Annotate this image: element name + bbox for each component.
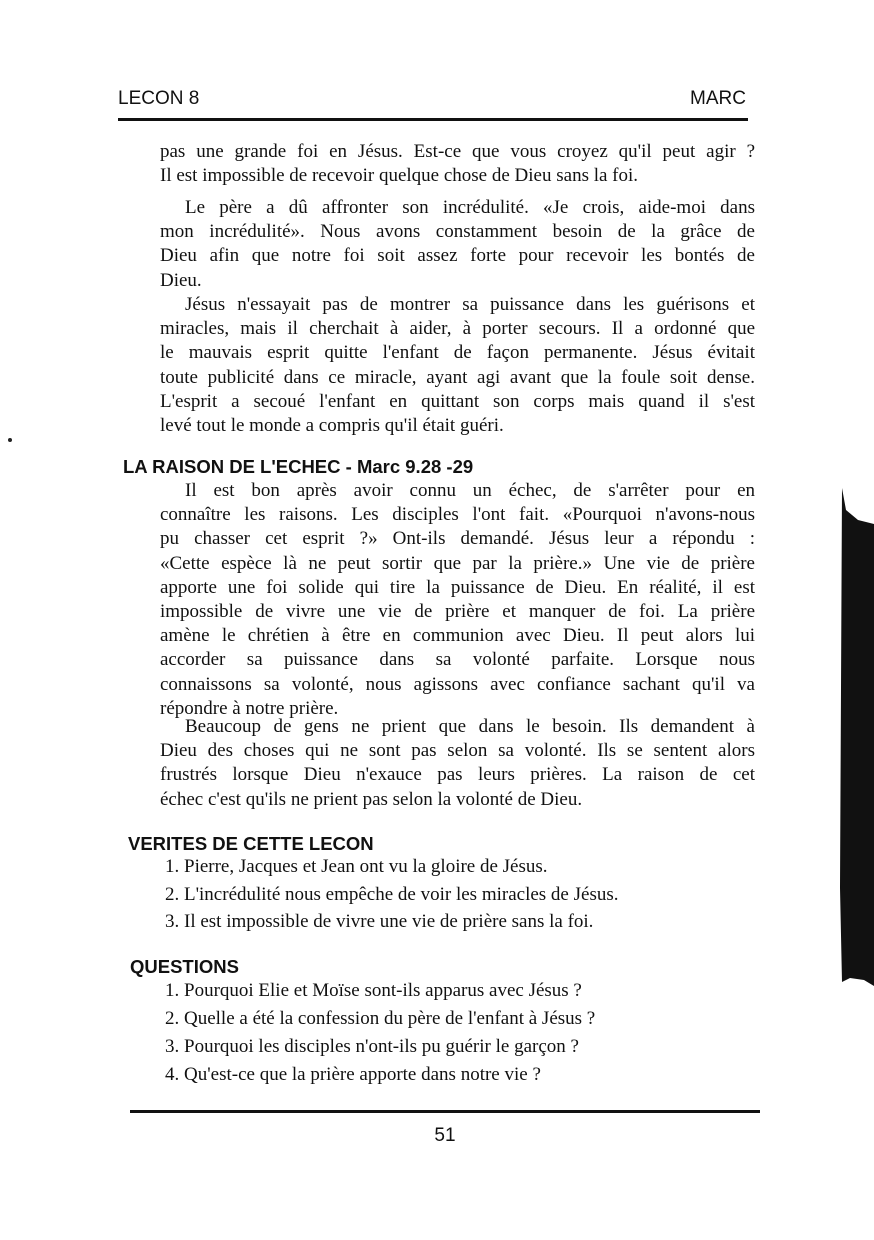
section-heading-questions: QUESTIONS [130, 956, 239, 977]
text-line: connaissons sa volonté, nous agissons avec confiance sachant qu'il va [160, 673, 755, 695]
truth-item: 2. L'incrédulité nous empêche de voir les miracles de Jésus. [165, 883, 619, 905]
question-item: 1. Pourquoi Elie et Moïse sont-ils apparus avec Jésus ? [165, 980, 582, 1001]
question-item: 4. Qu'est-ce que la prière apporte dans notre vie ? [165, 1064, 541, 1085]
text-line: impossible de vivre une vie de prière et manquer de foi. La prière [160, 601, 755, 623]
text-line: mon incrédulité». Nous avons constamment besoin de la grâce de [160, 221, 755, 243]
text-line: L'esprit a secoué l'enfant en quittant son corps mais quand il s'est [160, 390, 755, 412]
text-line: répondre à notre prière. [160, 697, 339, 719]
text-line: pas une grande foi en Jésus. Est-ce que vous croyez qu'il peut agir ? [160, 141, 755, 162]
intro-paragraph-3 [160, 293, 755, 438]
section-heading-truths: VERITES DE CETTE LECON [128, 833, 374, 854]
question-item: 2. Quelle a été la confession du père de l'enfant à Jésus ? [165, 1008, 596, 1029]
text-line: accorder sa puissance dans sa volonté parfaite. Lorsque nous [160, 649, 755, 671]
footer-rule [130, 1110, 760, 1113]
text-line: amène le chrétien à être en communion avec Dieu. Il peut alors lui [160, 625, 755, 647]
truths-list [165, 853, 618, 936]
questions-list [165, 977, 595, 1089]
header-rule [118, 118, 748, 121]
failure-paragraph-2 [160, 715, 755, 812]
header-lesson: LECON 8 [118, 88, 200, 109]
text-line: connaître les raisons. Les disciples l'ont fait. «Pourquoi n'avons-nous [160, 504, 755, 526]
text-line: frustrés lorsque Dieu n'exauce pas leurs prières. La raison de cet [160, 764, 755, 786]
text-line: Dieu. [160, 269, 202, 291]
text-line: le mauvais esprit quitte l'enfant de façon permanente. Jésus évitait [160, 342, 755, 364]
text-line: miracles, mais il cherchait à aider, à porter secours. Il a ordonné que [160, 318, 755, 340]
text-line: toute publicité dans ce miracle, ayant agi avant que la foule soit dense. [160, 366, 755, 388]
scan-speck [8, 438, 12, 442]
text-line: Le père a dû affronter son incrédulité. «Je crois, aide-moi dans [185, 197, 755, 218]
text-line: «Cette espèce là ne peut sortir que par la prière.» Une vie de prière [160, 552, 755, 574]
text-line: apporte une foi solide qui tire la puissance de Dieu. En réalité, il est [160, 576, 755, 598]
text-line: Beaucoup de gens ne prient que dans le besoin. Ils demandent à [185, 716, 755, 737]
truth-item: 3. Il est impossible de vivre une vie de prière sans la foi. [165, 911, 594, 932]
question-item: 3. Pourquoi les disciples n'ont-ils pu guérir le garçon ? [165, 1036, 579, 1057]
intro-paragraph-1 [160, 140, 755, 188]
text-line: Jésus n'essayait pas de montrer sa puissance dans les guérisons et [185, 294, 755, 315]
scan-edge-shadow [836, 488, 874, 998]
header-book: MARC [690, 88, 746, 109]
text-line: Dieu afin que notre foi soit assez forte pour recevoir les bontés de [160, 245, 755, 267]
failure-paragraph-1 [160, 479, 755, 721]
section-heading-failure: LA RAISON DE L'ECHEC - Marc 9.28 -29 [123, 456, 474, 477]
intro-paragraph-2 [160, 196, 755, 293]
page-number: 51 [434, 1125, 456, 1146]
text-line: Il est bon après avoir connu un échec, de s'arrêter pour en [185, 480, 755, 501]
text-line: levé tout le monde a compris qu'il était guéri. [160, 415, 504, 437]
text-line: échec c'est qu'ils ne prient pas selon la volonté de Dieu. [160, 788, 583, 810]
text-line: Il est impossible de recevoir quelque chose de Dieu sans la foi. [160, 165, 639, 187]
truth-item: 1. Pierre, Jacques et Jean ont vu la gloire de Jésus. [165, 856, 548, 877]
text-line: pu chasser cet esprit ?» Ont-ils demandé. Jésus leur a répondu : [160, 528, 755, 550]
text-line: Dieu des choses qui ne sont pas selon sa volonté. Ils se sentent alors [160, 740, 755, 762]
